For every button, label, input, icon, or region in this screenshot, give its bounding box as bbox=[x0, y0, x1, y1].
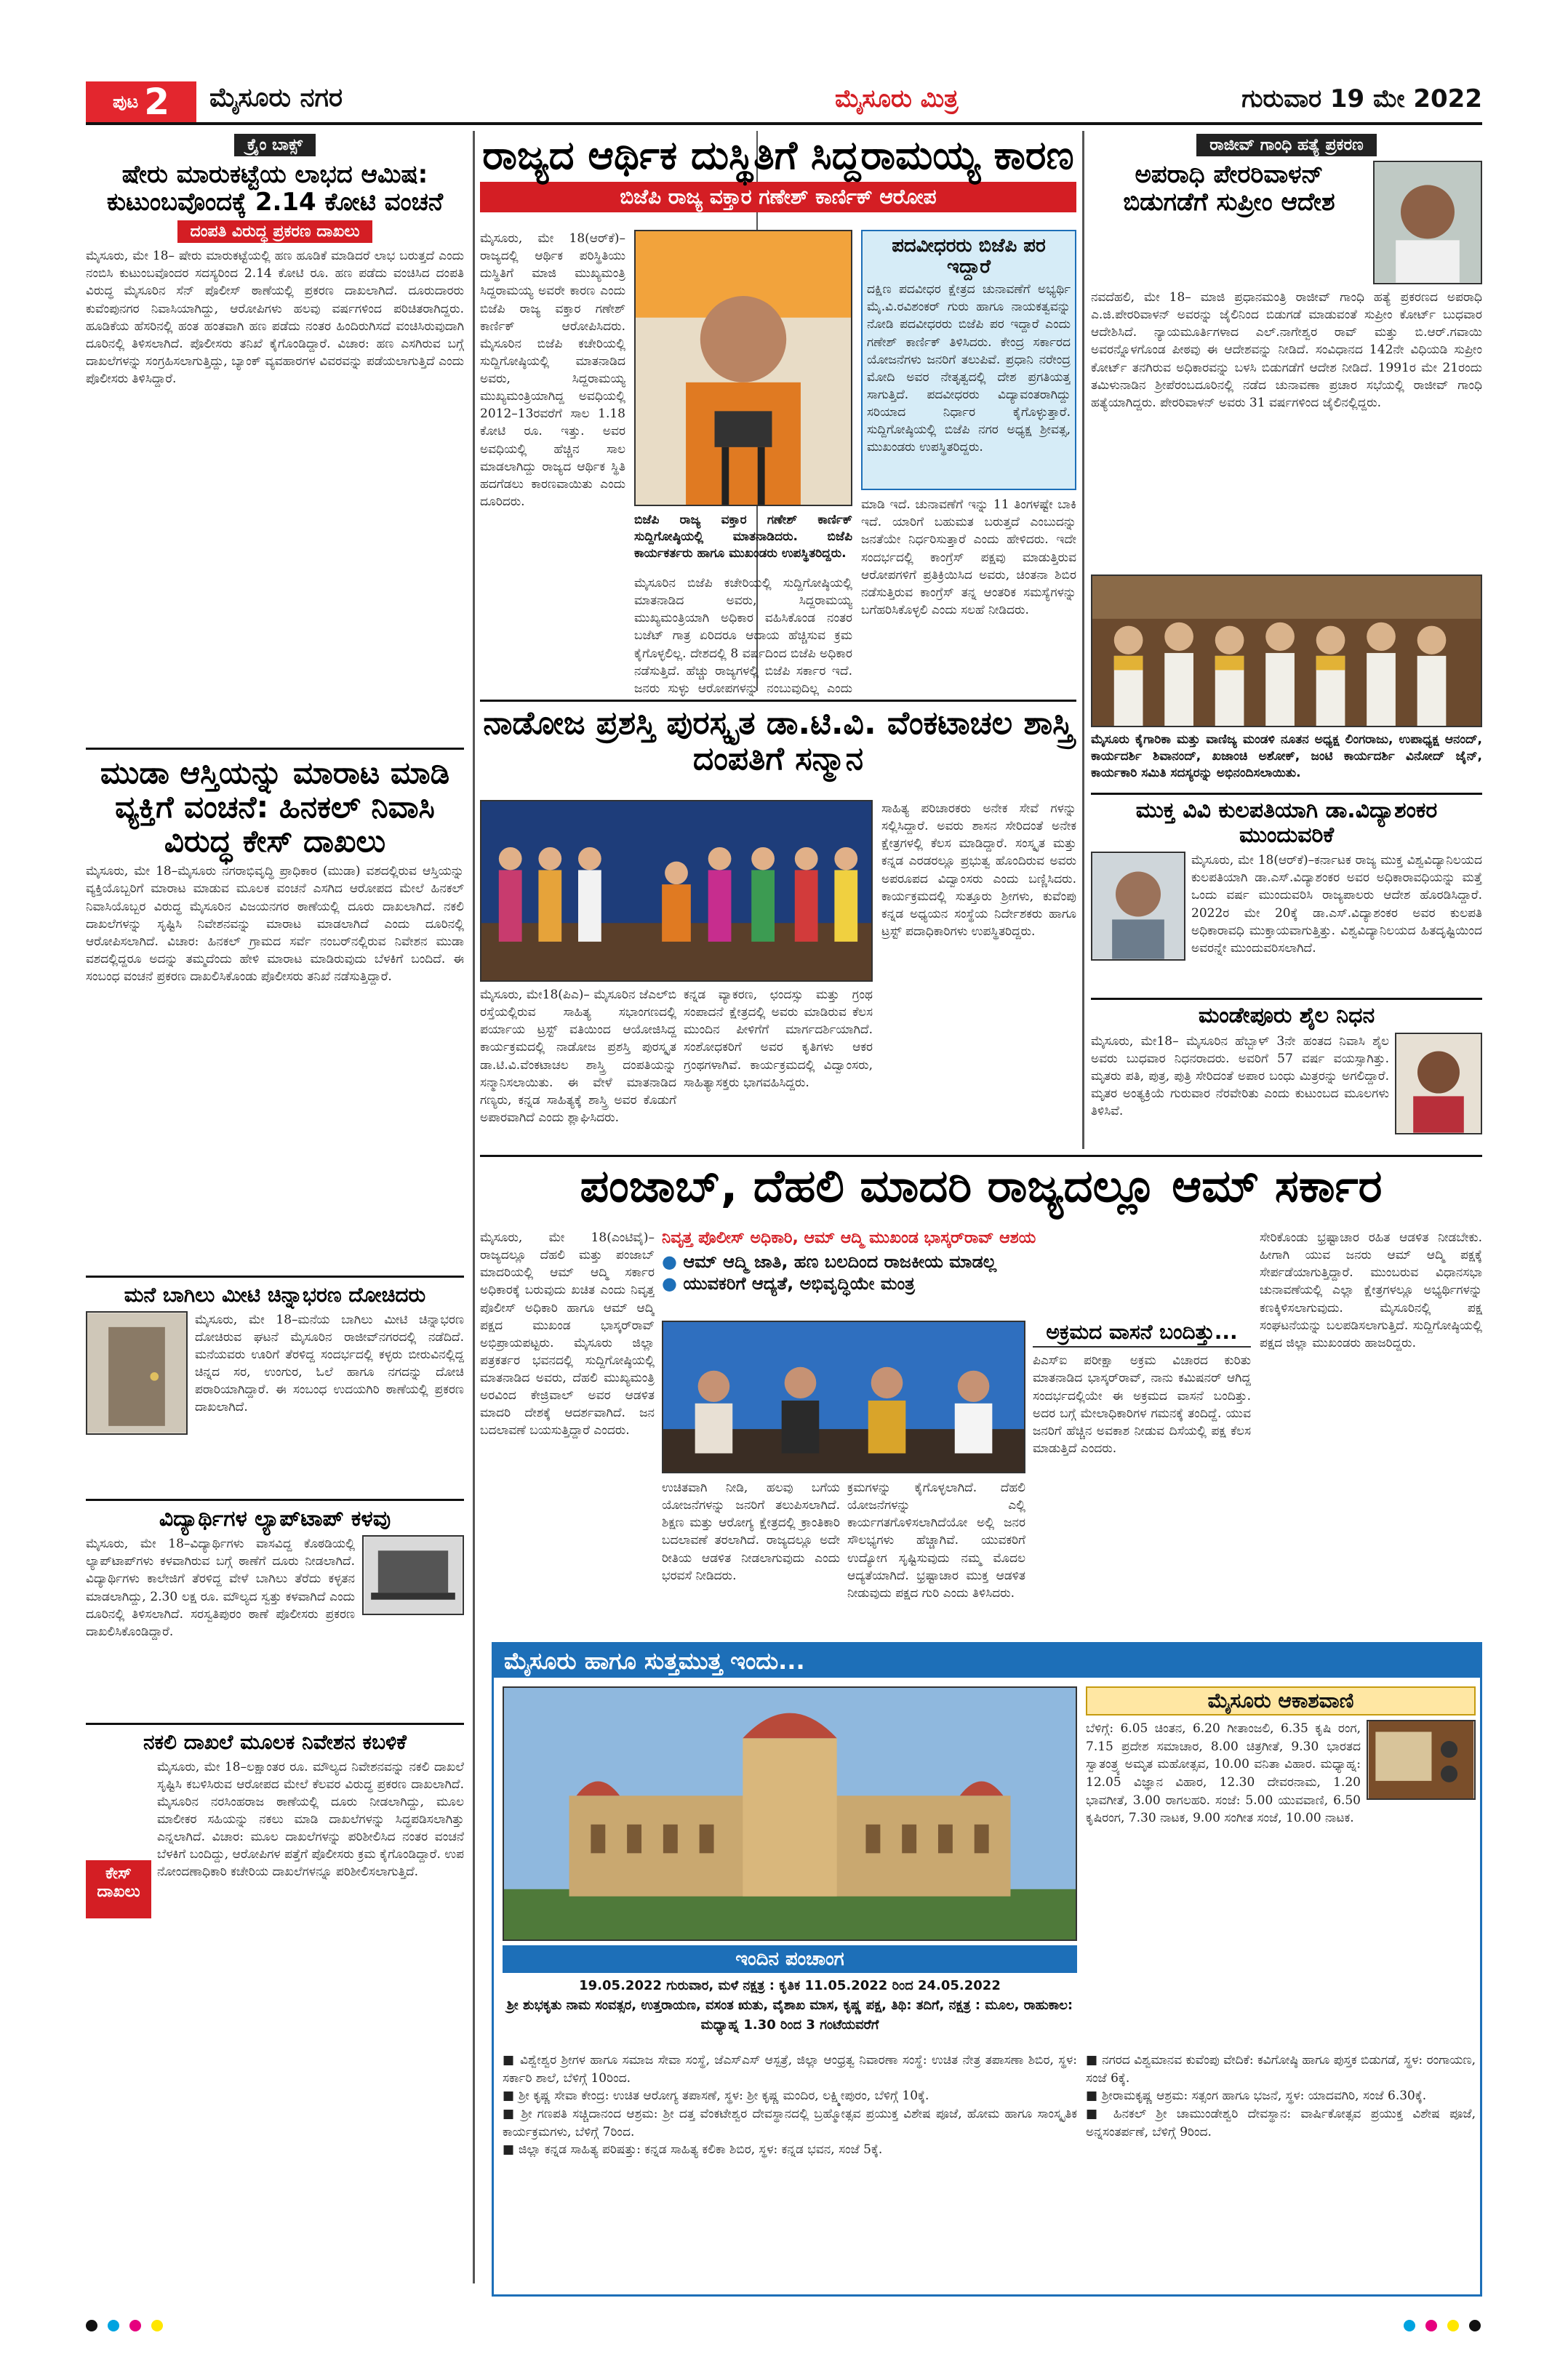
divider bbox=[480, 1155, 1482, 1157]
crime-story1-subhead: ದಂಪತಿ ವಿರುದ್ಧ ಪ್ರಕರಣ ದಾಖಲು bbox=[177, 220, 373, 243]
panchanga-details bbox=[503, 1976, 1077, 2049]
event-item-text: ಜಿಲ್ಲಾ ಕನ್ನಡ ಸಾಹಿತ್ಯ ಪರಿಷತ್ತು: ಕನ್ನಡ ಸಾಹಿತ್ಯ ಕಲಿಕಾ ಶಿಬಿರ, ಸ್ಥಳ: ಕನ್ನಡ ಭವನ, ಸಂಜೆ 5ಕ್ಕೆ. bbox=[518, 2142, 883, 2158]
aap-press-photo bbox=[662, 1321, 1025, 1473]
event-item-text: ವಿಶ್ವೇಶ್ವರ ಶ್ರೀಗಳ ಹಾಗೂ ಸಮಾಜ ಸೇವಾ ಸಂಸ್ಥೆ, ಜೆಎಸ್‌ಎಸ್ ಆಸ್ಪತ್ರೆ, ಜಿಲ್ಲಾ ಆಂಧ್ರತ್ವ ನಿವಾರಣಾ ಸಂಸ್ಥೆ: ಉಚಿತ ನೇತ್ರ ತಪಾಸಣಾ ಶಿಬಿರ, ಸ್ಥಳ: ಸರ್ಕಾರಿ ಶಾಲೆ, ಬೆಳಿಗ್ಗೆ 10ರಿಂದ. bbox=[503, 2053, 1077, 2086]
aap-body-col4: ಸೇರಿಕೊಂಡು ಭ್ರಷ್ಟಾಚಾರ ರಹಿತ ಆಡಳಿತ ನೀಡಬೇಕು. ಹೀಗಾಗಿ ಯುವ ಜನರು ಆಮ್ ಆದ್ಮಿ ಪಕ್ಷಕ್ಕೆ ಸೇರ್ಪಡೆಯಾಗುತ್ತಿದ್ದಾರೆ. ಮುಂಬರುವ ವಿಧಾನಸಭಾ ಚುನಾವಣೆಯಲ್ಲಿ ಎಲ್ಲಾ ಕ್ಷೇತ್ರಗಳಲ್ಲೂ ಅಭ್ಯರ್ಥಿಗಳನ್ನು ಕಣಕ್ಕಿಳಿಸಲಾಗುವುದು. ಮೈಸೂರಿನಲ್ಲಿ ಪಕ್ಷ ಸಂಘಟನೆಯನ್ನು ಬಲಪಡಿಸಲಾಗುತ್ತಿದೆ. ಸುದ್ದಿಗೋಷ್ಠಿಯಲ್ಲಿ ಪಕ್ಷದ ಜಿಲ್ಲಾ ಮುಖಂಡರು ಹಾಜರಿದ್ದರು. bbox=[1260, 1230, 1482, 1350]
rajiv-portrait-photo bbox=[1373, 161, 1482, 284]
mysore-palace-photo bbox=[503, 1686, 1077, 1941]
nadoja-event-photo bbox=[480, 800, 873, 982]
event-item bbox=[503, 2051, 1077, 2087]
bullet-icon: ● bbox=[662, 1273, 677, 1294]
chamber-photo-caption: ಮೈಸೂರು ಕೈಗಾರಿಕಾ ಮತ್ತು ವಾಣಿಜ್ಯ ಮಂಡಳಿ ನೂತನ ಅಧ್ಯಕ್ಷ ಲಿಂಗರಾಜು, ಉಪಾಧ್ಯಕ್ಷ ಆನಂದ್, ಕಾರ್ಯದರ್ಶಿ ಶಿವಾನಂದ್, ಖಜಾಂಚಿ ಅಶೋಕ್, ಜಂಟಿ ಕಾರ್ಯದರ್ಶಿ ವಿನೋದ್ ಜೈನ್, ಕಾರ್ಯಕಾರಿ ಸಮಿತಿ ಸದಸ್ಯರನ್ನು ಅಭಿನಂದಿಸಲಾಯಿತು. bbox=[1091, 732, 1482, 780]
bullet-icon: ● bbox=[662, 1252, 677, 1272]
event-item-text: ನಗರದ ವಿಶ್ವಮಾನವ ಕುವೆಂಪು ವೇದಿಕೆ: ಕವಿಗೋಷ್ಠಿ ಹಾಗೂ ಪುಸ್ತಕ ಬಿಡುಗಡೆ, ಸ್ಥಳ: ರಂಗಾಯಣ, ಸಂಜೆ 6ಕ್ಕೆ. bbox=[1086, 2053, 1476, 2086]
nadoja-body-col1: ಮೈಸೂರು, ಮೇ18(ಪಿಎ)– ಮೈಸೂರಿನ ಜೆಎಲ್‌ಬಿ ರಸ್ತೆಯಲ್ಲಿರುವ ಸಾಹಿತ್ಯ ಸಭಾಂಗಣದಲ್ಲಿ ಪರ್ಯಾಯ ಟ್ರಸ್ಟ್ ವತಿಯಿಂದ ಆಯೋಜಿಸಿದ್ದ ಕಾರ್ಯಕ್ರಮದಲ್ಲಿ ನಾಡೋಜ ಪ್ರಶಸ್ತಿ ಪುರಸ್ಕೃತ ಡಾ.ಟಿ.ವಿ.ವೆಂಕಟಾಚಲ ಶಾಸ್ತ್ರಿ ದಂಪತಿಯನ್ನು ಸನ್ಮಾನಿಸಲಾಯಿತು. ಈ ವೇಳೆ ಮಾತನಾಡಿದ ಗಣ್ಯರು, ಕನ್ನಡ ಸಾಹಿತ್ಯಕ್ಕೆ ಶಾಸ್ತ್ರಿ ಅವರ ಕೊಡುಗೆ ಅಪಾರವಾಗಿದೆ ಎಂದು ಶ್ಲಾಘಿಸಿದರು. bbox=[480, 988, 676, 1125]
divider bbox=[86, 1276, 464, 1278]
aap-body-col1: ಮೈಸೂರು, ಮೇ 18(ಎಂಟಿವೈ)– ರಾಜ್ಯದಲ್ಲೂ ದೆಹಲಿ ಮತ್ತು ಪಂಜಾಬ್ ಮಾದರಿಯಲ್ಲಿ ಆಮ್ ಆದ್ಮಿ ಸರ್ಕಾರ ಅಧಿಕಾರಕ್ಕೆ ಬರುವುದು ಖಚಿತ ಎಂದು ನಿವೃತ್ತ ಪೊಲೀಸ್ ಅಧಿಕಾರಿ ಹಾಗೂ ಆಮ್ ಆದ್ಮಿ ಪಕ್ಷದ ಮುಖಂಡ ಭಾಸ್ಕರ್‌ರಾವ್ ಅಭಿಪ್ರಾಯಪಟ್ಟರು. ಮೈಸೂರು ಜಿಲ್ಲಾ ಪತ್ರಕರ್ತರ ಭವನದಲ್ಲಿ ಸುದ್ದಿಗೋಷ್ಠಿಯಲ್ಲಿ ಮಾತನಾಡಿದ ಅವರು, ದೆಹಲಿ ಮುಖ್ಯಮಂತ್ರಿ ಅರವಿಂದ ಕೇಜ್ರಿವಾಲ್ ಅವರ ಆಡಳಿತ ಮಾದರಿ ದೇಶಕ್ಕೆ ಆದರ್ಶವಾಗಿದೆ. ಜನ ಬದಲಾವಣೆ ಬಯಸುತ್ತಿದ್ದಾರೆ ಎಂದರು. bbox=[480, 1230, 655, 1438]
cyan-dot-icon bbox=[108, 2320, 119, 2331]
aap-sidebar-box bbox=[1033, 1321, 1251, 1636]
radio-schedule bbox=[1086, 1720, 1476, 2047]
obituary-story bbox=[1091, 1004, 1482, 1149]
crime-box-column bbox=[86, 134, 464, 2289]
event-item-text: ಶ್ರೀರಾಮಕೃಷ್ಣ ಆಶ್ರಮ: ಸತ್ಸಂಗ ಹಾಗೂ ಭಜನೆ, ಸ್ಥಳ: ಯಾದವಗಿರಿ, ಸಂಜೆ 6.30ಕ್ಕೆ. bbox=[1101, 2089, 1427, 2104]
radio-set-photo bbox=[1367, 1720, 1476, 1800]
lead-right-column bbox=[861, 230, 1076, 695]
panchanga-line1: 19.05.2022 ಗುರುವಾರ, ಮಳೆ ನಕ್ಷತ್ರ : ಕೃತಿಕ 11.05.2022 ರಿಂದ 24.05.2022 bbox=[579, 1978, 1001, 1993]
square-bullet-icon: ■ bbox=[1086, 2053, 1103, 2067]
registration-marks-right bbox=[1404, 2320, 1481, 2331]
crime-box-kicker: ಕ್ರೈಂ ಬಾಕ್ಸ್ bbox=[234, 134, 316, 156]
vc-body: ಮೈಸೂರು, ಮೇ 18(ಆರ್‌ಕೆ)–ಕರ್ನಾಟಕ ರಾಜ್ಯ ಮುಕ್ತ ವಿಶ್ವವಿದ್ಯಾನಿಲಯದ ಕುಲಪತಿಯಾಗಿ ಡಾ.ಎಸ್.ವಿದ್ಯಾಶಂಕರ ಅವರ ಅಧಿಕಾರಾವಧಿಯನ್ನು ಮತ್ತೆ ಒಂದು ವರ್ಷ ಮುಂದುವರಿಸಿ ರಾಜ್ಯಪಾಲರು ಆದೇಶ ಹೊರಡಿಸಿದ್ದಾರೆ. 2022ರ ಮೇ 20ಕ್ಕೆ ಡಾ.ಎಸ್.ವಿದ್ಯಾಶಂಕರ ಅವರ ಕುಲಪತಿ ಅಧಿಕಾರಾವಧಿ ಮುಕ್ತಾಯವಾಗುತ್ತಿತ್ತು. ವಿಶ್ವವಿದ್ಯಾನಿಲಯದ ಹಿತದೃಷ್ಟಿಯಿಂದ ಅವರನ್ನೇ ಮುಂದುವರಿಸಲಾಗಿದೆ. bbox=[1191, 853, 1482, 956]
crime-story1-body: ಮೈಸೂರು, ಮೇ 18– ಷೇರು ಮಾರುಕಟ್ಟೆಯಲ್ಲಿ ಹಣ ಹೂಡಿಕೆ ಮಾಡಿದರೆ ಲಾಭ ಬರುತ್ತದೆ ಎಂದು ನಂಬಿಸಿ ಕುಟುಂಬವೊಂದರ ಸದಸ್ಯರಿಂದ 2.14 ಕೋಟಿ ರೂ. ಹಣ ಪಡೆದು ವಂಚಿಸಿದ ದಂಪತಿ ವಿರುದ್ಧ ಮೈಸೂರಿನ ಸೆನ್ ಪೊಲೀಸ್ ಠಾಣೆಯಲ್ಲಿ ಪ್ರಕರಣ ದಾಖಲಾಗಿದೆ. ದೂರುದಾರರು ಕುವೆಂಪುನಗರ ನಿವಾಸಿಯಾಗಿದ್ದು, ಆರೋಪಿಗಳು ಹಲವು ವರ್ಷಗಳಿಂದ ಪರಿಚಿತರಾಗಿದ್ದರು. ಹೂಡಿಕೆಯ ಹೆಸರಿನಲ್ಲಿ ಹಂತ ಹಂತವಾಗಿ ಹಣ ಪಡೆದು ನಂತರ ಹಿಂದಿರುಗಿಸದೆ ವಂಚಿಸಿರುವುದಾಗಿ ದೂರಿನಲ್ಲಿ ತಿಳಿಸಲಾಗಿದೆ. ಪೊಲೀಸರು ತನಿಖೆ ಕೈಗೊಂಡಿದ್ದಾರೆ. ವಿಚಾರ: ಹಣ ಎಸಗಿರುವ ಬಗ್ಗೆ ದಾಖಲೆಗಳನ್ನು ಸಂಗ್ರಹಿಸಲಾಗುತ್ತಿದ್ದು, ಬ್ಯಾಂಕ್ ವ್ಯವಹಾರಗಳ ವಿವರವನ್ನು ಪಡೆಯಲಾಗುತ್ತಿದೆ ಎಂದು ಪೊಲೀಸರು ತಿಳಿಸಿದ್ದಾರೆ. bbox=[86, 249, 464, 387]
aap-subhead-block bbox=[662, 1229, 1207, 1316]
crime-story5-body: ಮೈಸೂರು, ಮೇ 18–ಲಕ್ಷಾಂತರ ರೂ. ಮೌಲ್ಯದ ನಿವೇಶನವನ್ನು ನಕಲಿ ದಾಖಲೆ ಸೃಷ್ಟಿಸಿ ಕಬಳಿಸಿರುವ ಆರೋಪದ ಮೇಲೆ ಕೆಲವರ ವಿರುದ್ಧ ಪ್ರಕರಣ ದಾಖಲಾಗಿದೆ. ಮೈಸೂರಿನ ನರಸಿಂಹರಾಜ ಠಾಣೆಯಲ್ಲಿ ದೂರು ನೀಡಲಾಗಿದ್ದು, ಮೂಲ ಮಾಲೀಕರ ಸಹಿಯನ್ನು ನಕಲು ಮಾಡಿ ದಾಖಲೆಗಳನ್ನು ಸಿದ್ಧಪಡಿಸಲಾಗಿತ್ತು ಎನ್ನಲಾಗಿದೆ. ವಿಚಾರ: ಮೂಲ ದಾಖಲೆಗಳನ್ನು ಪರಿಶೀಲಿಸಿದ ನಂತರ ವಂಚನೆ ಬೆಳಕಿಗೆ ಬಂದಿದ್ದು, ಆರೋಪಿಗಳ ಪತ್ತೆಗೆ ಪೊಲೀಸರು ಕ್ರಮ ಕೈಗೊಂಡಿದ್ದಾರೆ. ಉಪ ನೋಂದಣಾಧಿಕಾರಿ ಕಚೇರಿಯ ದಾಖಲೆಗಳನ್ನೂ ಪರಿಶೀಲಿಸಲಾಗುತ್ತಿದೆ. bbox=[157, 1759, 464, 1880]
crime-story5-headline: ನಕಲಿ ದಾಖಲೆ ಮೂಲಕ ನಿವೇಶನ ಕಬಳಿಕೆ bbox=[143, 1730, 407, 1755]
aap-sidebar-title: ಅಕ್ರಮದ ವಾಸನೆ ಬಂದಿತ್ತು... bbox=[1033, 1321, 1251, 1348]
event-item bbox=[503, 2105, 1077, 2141]
rajiv-headline: ಅಪರಾಧಿ ಪೇರರಿವಾಳನ್ ಬಿಡುಗಡೆಗೆ ಸುಪ್ರೀಂ ಆದೇಶ bbox=[1123, 160, 1335, 217]
column-divider bbox=[473, 131, 475, 2283]
event-item bbox=[503, 2087, 1077, 2105]
crime-story3-body: ಮೈಸೂರು, ಮೇ 18–ಮನೆಯ ಬಾಗಿಲು ಮೀಟಿ ಚಿನ್ನಾಭರಣ ದೋಚಿರುವ ಘಟನೆ ಮೈಸೂರಿನ ರಾಜೀವ್‌ನಗರದಲ್ಲಿ ನಡೆದಿದೆ. ಮನೆಯವರು ಊರಿಗೆ ತೆರಳಿದ್ದ ಸಂದರ್ಭದಲ್ಲಿ ಕಳ್ಳರು ಬೀರುವಿನಲ್ಲಿದ್ದ ಚಿನ್ನದ ಸರ, ಉಂಗುರ, ಓಲೆ ಹಾಗೂ ನಗದನ್ನು ದೋಚಿ ಪರಾರಿಯಾಗಿದ್ದಾರೆ. ಈ ಸಂಬಂಧ ಉದಯಗಿರಿ ಠಾಣೆಯಲ್ಲಿ ಪ್ರಕರಣ ದಾಖಲಾಗಿದೆ. bbox=[195, 1312, 464, 1415]
obituary-photo bbox=[1395, 1033, 1482, 1134]
column-divider bbox=[1082, 131, 1084, 1149]
graduates-sidebar-body: ದಕ್ಷಿಣ ಪದವೀಧರ ಕ್ಷೇತ್ರದ ಚುನಾವಣೆಗೆ ಅಭ್ಯರ್ಥಿ ಮೈ.ವಿ.ರವಿಶಂಕರ್ ಗುರು ಹಾಗೂ ನಾಯಕತ್ವವನ್ನು ನೋಡಿ ಪದವೀಧರರು ಬಿಜೆಪಿ ಪರ ಇದ್ದಾರೆ ಎಂದು ಗಣೇಶ್ ಕಾರ್ಣಿಕ್ ತಿಳಿಸಿದರು. ಕೇಂದ್ರ ಸರ್ಕಾರದ ಯೋಜನೆಗಳು ಜನರಿಗೆ ತಲುಪಿವೆ. ಪ್ರಧಾನಿ ನರೇಂದ್ರ ಮೋದಿ ಅವರ ನೇತೃತ್ವದಲ್ಲಿ ದೇಶ ಪ್ರಗತಿಯತ್ತ ಸಾಗುತ್ತಿದೆ. ಪದವೀಧರರು ವಿದ್ಯಾವಂತರಾಗಿದ್ದು ಸರಿಯಾದ ನಿರ್ಧಾರ ಕೈಗೊಳ್ಳುತ್ತಾರೆ. ಸುದ್ದಿಗೋಷ್ಠಿಯಲ್ಲಿ ಬಿಜೆಪಿ ನಗರ ಅಧ್ಯಕ್ಷ ಶ್ರೀವತ್ಸ, ಮುಖಂಡರು ಉಪಸ್ಥಿತರಿದ್ದರು. bbox=[867, 282, 1071, 455]
events-box bbox=[492, 1642, 1482, 2297]
event-item-text: ಶ್ರೀ ಗಣಪತಿ ಸಚ್ಚಿದಾನಂದ ಆಶ್ರಮ: ಶ್ರೀ ದತ್ತ ವೆಂಕಟೇಶ್ವರ ದೇವಸ್ಥಾನದಲ್ಲಿ ಬ್ರಹ್ಮೋತ್ಸವ ಪ್ರಯುಕ್ತ ವಿಶೇಷ ಪೂಜೆ, ಹೋಮ ಹಾಗೂ ಸಾಂಸ್ಕೃತಿಕ ಕಾರ್ಯಕ್ರಮಗಳು, ಬೆಳಿಗ್ಗೆ 7ರಿಂದ. bbox=[503, 2106, 1077, 2139]
aap-point1: ಆಮ್ ಆದ್ಮಿ ಜಾತಿ, ಹಣ ಬಲದಿಂದ ರಾಜಕೀಯ ಮಾಡಲ್ಲ bbox=[683, 1252, 997, 1272]
black-dot-icon bbox=[86, 2320, 97, 2331]
black-dot-icon bbox=[1469, 2320, 1481, 2331]
nadoja-body-col3: ಸಾಹಿತ್ಯ ಪರಿಚಾರಕರು ಅನೇಕ ಸೇವೆ ಗಳನ್ನು ಸಲ್ಲಿಸಿದ್ದಾರೆ. ಅವರು ಶಾಸನ ಸೇರಿದಂತೆ ಅನೇಕ ಕ್ಷೇತ್ರಗಳಲ್ಲಿ ಕೆಲಸ ಮಾಡಿದ್ದಾರೆ. ಸಂಸ್ಕೃತ ಮತ್ತು ಕನ್ನಡ ಎರಡರಲ್ಲೂ ಪ್ರಭುತ್ವ ಹೊಂದಿರುವ ಅವರು ಅಪರೂಪದ ವಿದ್ವಾಂಸರು ಎಂದು ಬಣ್ಣಿಸಿದರು. ಕಾರ್ಯಕ್ರಮದಲ್ಲಿ ಸುತ್ತೂರು ಶ್ರೀಗಳು, ಕುವೆಂಪು ಕನ್ನಡ ಅಧ್ಯಯನ ಸಂಸ್ಥೆಯ ನಿರ್ದೇಶಕರು ಹಾಗೂ ಟ್ರಸ್ಟ್ ಪದಾಧಿಕಾರಿಗಳು ಉಪಸ್ಥಿತರಿದ್ದರು. bbox=[881, 801, 1076, 939]
rajiv-body: ನವದೆಹಲಿ, ಮೇ 18– ಮಾಜಿ ಪ್ರಧಾನಮಂತ್ರಿ ರಾಜೀವ್ ಗಾಂಧಿ ಹತ್ಯೆ ಪ್ರಕರಣದ ಅಪರಾಧಿ ಎ.ಜಿ.ಪೇರರಿವಾಳನ್ ಅವರನ್ನು ಜೈಲಿನಿಂದ ಬಿಡುಗಡೆ ಮಾಡುವಂತೆ ಸುಪ್ರೀಂ ಕೋರ್ಟ್ ಬುಧವಾರ ಆದೇಶಿಸಿದೆ. ನ್ಯಾಯಮೂರ್ತಿಗಳಾದ ಎಲ್.ನಾಗೇಶ್ವರ ರಾವ್ ಮತ್ತು ಬಿ.ಆರ್.ಗವಾಯಿ ಅವರನ್ನೊಳಗೊಂಡ ಪೀಠವು ಈ ಆದೇಶವನ್ನು ನೀಡಿದೆ. ಸಂವಿಧಾನದ 142ನೇ ವಿಧಿಯಡಿ ಸುಪ್ರೀಂ ಕೋರ್ಟ್ ತನಗಿರುವ ಅಧಿಕಾರವನ್ನು ಬಳಸಿ ಬಿಡುಗಡೆಗೆ ಆದೇಶ ನೀಡಿದೆ. 1991ರ ಮೇ 21ರಂದು ತಮಿಳುನಾಡಿನ ಶ್ರೀಪೆರಂಬದೂರಿನಲ್ಲಿ ನಡೆದ ಚುನಾವಣಾ ಪ್ರಚಾರ ಸಭೆಯಲ್ಲಿ ರಾಜೀವ್ ಗಾಂಧಿ ಹತ್ಯೆಯಾಗಿದ್ದರು. ಪೇರರಿವಾಳನ್ ಅವರು 31 ವರ್ಷಗಳಿಂದ ಜೈಲಿನಲ್ಲಿದ್ದರು. bbox=[1091, 290, 1482, 410]
lead-headline: ರಾಜ್ಯದ ಆರ್ಥಿಕ ದುಸ್ಥಿತಿಗೆ ಸಿದ್ದರಾಮಯ್ಯ ಕಾರಣ bbox=[482, 134, 1074, 178]
page-number-badge bbox=[86, 81, 196, 122]
magenta-dot-icon bbox=[1425, 2320, 1437, 2331]
aap-sidebar-body: ಪಿಎಸ್‌ಐ ಪರೀಕ್ಷಾ ಅಕ್ರಮ ವಿಚಾರದ ಕುರಿತು ಮಾತನಾಡಿದ ಭಾಸ್ಕರ್‌ರಾವ್, ನಾನು ಕಮಿಷನರ್ ಆಗಿದ್ದ ಸಂದರ್ಭದಲ್ಲಿಯೇ ಈ ಅಕ್ರಮದ ವಾಸನೆ ಬಂದಿತ್ತು. ಅದರ ಬಗ್ಗೆ ಮೇಲಾಧಿಕಾರಿಗಳ ಗಮನಕ್ಕೆ ತಂದಿದ್ದೆ. ಯುವ ಜನರಿಗೆ ಹೆಚ್ಚಿನ ಅವಕಾಶ ನೀಡುವ ದಿಸೆಯಲ್ಲಿ ಪಕ್ಷ ಕೆಲಸ ಮಾಡುತ್ತಿದೆ ಎಂದರು. bbox=[1033, 1353, 1251, 1456]
issue-date: ಗುರುವಾರ 19 ಮೇ 2022 bbox=[1241, 84, 1482, 113]
theft-photo bbox=[86, 1311, 188, 1435]
crime-story4-headline: ವಿದ್ಯಾರ್ಥಿಗಳ ಲ್ಯಾಪ್‌ಟಾಪ್ ಕಳವು bbox=[159, 1505, 391, 1532]
laptop-photo bbox=[362, 1535, 464, 1615]
vc-headline: ಮುಕ್ತ ವಿವಿ ಕುಲಪತಿಯಾಗಿ ಡಾ.ವಿದ್ಯಾಶಂಕರ ಮುಂದುವರಿಕೆ bbox=[1135, 798, 1438, 848]
chamber-group-photo bbox=[1091, 575, 1482, 727]
aap-headline-block bbox=[480, 1161, 1482, 1222]
page-label: ಪುಟ bbox=[112, 92, 139, 112]
nadoja-headline: ನಾಡೋಜ ಪ್ರಶಸ್ತಿ ಪುರಸ್ಕೃತ ಡಾ.ಟಿ.ವಿ. ವೆಂಕಟಾಚಲ ಶಾಸ್ತ್ರಿ ದಂಪತಿಗೆ ಸನ್ಮಾನ bbox=[483, 705, 1073, 778]
events-list-right bbox=[1086, 2051, 1476, 2291]
section-name: ಮೈಸೂರು ನಗರ bbox=[209, 83, 343, 113]
magenta-dot-icon bbox=[129, 2320, 141, 2331]
lead-photo-speaker bbox=[634, 230, 852, 506]
lead-body-col1: ಮೈಸೂರು, ಮೇ 18(ಆರ್‌ಕೆ)– ರಾಜ್ಯದಲ್ಲಿ ಆರ್ಥಿಕ ಪರಿಸ್ಥಿತಿಯು ದುಸ್ಥಿತಿಗೆ ಮಾಜಿ ಮುಖ್ಯಮಂತ್ರಿ ಸಿದ್ದರಾಮಯ್ಯ ಅವರೇ ಕಾರಣ ಎಂದು ಬಿಜೆಪಿ ರಾಜ್ಯ ವಕ್ತಾರ ಗಣೇಶ್ ಕಾರ್ಣಿಕ್ ಆರೋಪಿಸಿದರು. ಮೈಸೂರಿನ ಬಿಜೆಪಿ ಕಚೇರಿಯಲ್ಲಿ ಸುದ್ದಿಗೋಷ್ಠಿಯಲ್ಲಿ ಮಾತನಾಡಿದ ಅವರು, ಸಿದ್ದರಾಮಯ್ಯ ಮುಖ್ಯಮಂತ್ರಿಯಾಗಿದ್ದ ಅವಧಿಯಲ್ಲಿ 2012–13ರವರೆಗೆ ಸಾಲ 1.18 ಕೋಟಿ ರೂ. ಇತ್ತು. ಅವರ ಅವಧಿಯಲ್ಲಿ ಹೆಚ್ಚಿನ ಸಾಲ ಮಾಡಲಾಗಿದ್ದು ರಾಜ್ಯದ ಆರ್ಥಿಕ ಸ್ಥಿತಿ ಹದಗೆಡಲು ಕಾರಣವಾಯಿತು ಎಂದು ದೂರಿದರು. bbox=[480, 231, 625, 509]
square-bullet-icon: ■ bbox=[1086, 2089, 1102, 2104]
aap-body-col2: ಉಚಿತವಾಗಿ ನೀಡಿ, ಹಲವು ಬಗೆಯ ಯೋಜನೆಗಳನ್ನು ಜನರಿಗೆ ತಲುಪಿಸಲಾಗಿದೆ. ಶಿಕ್ಷಣ ಮತ್ತು ಆರೋಗ್ಯ ಕ್ಷೇತ್ರದಲ್ಲಿ ಕ್ರಾಂತಿಕಾರಿ ಬದಲಾವಣೆ ತರಲಾಗಿದೆ. ರಾಜ್ಯದಲ್ಲೂ ಅದೇ ರೀತಿಯ ಆಡಳಿತ ನೀಡಲಾಗುವುದು ಎಂದು ಭರವಸೆ ನೀಡಿದರು. bbox=[662, 1481, 840, 1583]
case-filed-label: ಕೇಸ್ ದಾಖಲು bbox=[86, 1860, 151, 1918]
lead-subhead: ಬಿಜೆಪಿ ರಾಜ್ಯ ವಕ್ತಾರ ಗಣೇಶ್ ಕಾರ್ಣಿಕ್ ಆರೋಪ bbox=[480, 182, 1076, 212]
events-box-title: ಮೈಸೂರು ಹಾಗೂ ಸುತ್ತಮುತ್ತ ಇಂದು... bbox=[494, 1644, 1480, 1678]
divider bbox=[1091, 793, 1482, 795]
square-bullet-icon: ■ bbox=[503, 2089, 519, 2104]
aap-body-col3: ಕ್ರಮಗಳನ್ನು ಕೈಗೊಳ್ಳಲಾಗಿದೆ. ದೆಹಲಿ ಯೋಜನೆಗಳನ್ನು ಎಲ್ಲಿ ಕಾರ್ಯಗತಗೊಳಿಸಲಾಗಿದೆಯೋ ಅಲ್ಲಿ ಜನರ ಸೌಲಭ್ಯಗಳು ಹೆಚ್ಚಾಗಿವೆ. ಯುವಕರಿಗೆ ಉದ್ಯೋಗ ಸೃಷ್ಟಿಸುವುದು ನಮ್ಮ ಮೊದಲ ಆದ್ಯತೆಯಾಗಿದೆ. ಭ್ರಷ್ಟಾಚಾರ ಮುಕ್ತ ಆಡಳಿತ ನೀಡುವುದು ಪಕ್ಷದ ಗುರಿ ಎಂದು ತಿಳಿಸಿದರು. bbox=[847, 1481, 1025, 1601]
crime-story1-headline: ಷೇರು ಮಾರುಕಟ್ಟೆಯ ಲಾಭದ ಆಮಿಷ: ಕುಟುಂಬವೊಂದಕ್ಕೆ 2.14 ಕೋಟಿ ವಂಚನೆ bbox=[106, 160, 444, 217]
lead-headline-block bbox=[480, 134, 1076, 221]
masthead bbox=[86, 79, 1482, 125]
crime-story2-headline: ಮುಡಾ ಆಸ್ತಿಯನ್ನು ಮಾರಾಟ ಮಾಡಿ ವ್ಯಕ್ತಿಗೆ ವಂಚನೆ: ಹಿನಕಲ್ ನಿವಾಸಿ ವಿರುದ್ಧ ಕೇಸ್ ದಾಖಲು bbox=[100, 755, 450, 860]
obituary-body: ಮೈಸೂರು, ಮೇ18– ಮೈಸೂರಿನ ಹೆಬ್ಬಾಳ್ 3ನೇ ಹಂತದ ನಿವಾಸಿ ಶೈಲ ಅವರು ಬುಧವಾರ ನಿಧನರಾದರು. ಅವರಿಗೆ 57 ವರ್ಷ ವಯಸ್ಸಾಗಿತ್ತು. ಮೃತರು ಪತಿ, ಪುತ್ರ, ಪುತ್ರಿ ಸೇರಿದಂತೆ ಅಪಾರ ಬಂಧು ಮಿತ್ರರನ್ನು ಅಗಲಿದ್ದಾರೆ. ಮೃತರ ಅಂತ್ಯಕ್ರಿಯೆ ಗುರುವಾರ ನೆರವೇರಿತು ಎಂದು ಕುಟುಂಬದ ಮೂಲಗಳು ತಿಳಿಸಿವೆ. bbox=[1091, 1033, 1389, 1119]
lead-photo-caption: ಬಿಜೆಪಿ ರಾಜ್ಯ ವಕ್ತಾರ ಗಣೇಶ್ ಕಾರ್ಣಿಕ್ ಸುದ್ದಿಗೋಷ್ಠಿಯಲ್ಲಿ ಮಾತನಾಡಿದರು. ಬಿಜೆಪಿ ಕಾರ್ಯಕರ್ತರು ಹಾಗೂ ಮುಖಂಡರು ಉಪಸ್ಥಿತರಿದ್ದರು. bbox=[634, 513, 852, 561]
yellow-dot-icon bbox=[1447, 2320, 1459, 2331]
lead-body-col2: ಮೈಸೂರಿನ ಬಿಜೆಪಿ ಕಚೇರಿಯಲ್ಲಿ ಸುದ್ದಿಗೋಷ್ಠಿಯಲ್ಲಿ ಮಾತನಾಡಿದ ಅವರು, ಸಿದ್ದರಾಮಯ್ಯ ಮುಖ್ಯಮಂತ್ರಿಯಾಗಿ ಅಧಿಕಾರ ವಹಿಸಿಕೊಂಡ ನಂತರ ಬಜೆಟ್ ಗಾತ್ರ ಏರಿದರೂ ಆದಾಯ ಹೆಚ್ಚಿಸುವ ಕ್ರಮ ಕೈಗೊಳ್ಳಲಿಲ್ಲ. ದೇಶದಲ್ಲಿ 8 ವರ್ಷದಿಂದ ಬಿಜೆಪಿ ಅಧಿಕಾರ ನಡೆಸುತ್ತಿದೆ. ಹೆಚ್ಚು ರಾಜ್ಯಗಳಲ್ಲಿ ಬಿಜೆಪಿ ಸರ್ಕಾರ ಇದೆ. ಜನರು ಸುಳ್ಳು ಆರೋಪಗಳನ್ನು ನಂಬುವುದಿಲ್ಲ ಎಂದು bbox=[634, 576, 852, 696]
page-number: 2 bbox=[144, 81, 169, 123]
nadoja-body-col2: ಕನ್ನಡ ವ್ಯಾಕರಣ, ಛಂದಸ್ಸು ಮತ್ತು ಗ್ರಂಥ ಸಂಪಾದನೆ ಕ್ಷೇತ್ರದಲ್ಲಿ ಅವರು ಮಾಡಿರುವ ಕೆಲಸ ಮುಂದಿನ ಪೀಳಿಗೆಗೆ ಮಾರ್ಗದರ್ಶಿಯಾಗಿದೆ. ಸಂಶೋಧಕರಿಗೆ ಅವರ ಕೃತಿಗಳು ಆಕರ ಗ್ರಂಥಗಳಾಗಿವೆ. ಕಾರ್ಯಕ್ರಮದಲ್ಲಿ ವಿದ್ವಾಂಸರು, ಸಾಹಿತ್ಯಾಸಕ್ತರು ಭಾಗವಹಿಸಿದ್ದರು. bbox=[684, 988, 873, 1090]
vc-portrait-photo bbox=[1091, 852, 1185, 961]
event-item-text: ಶ್ರೀ ಕೃಷ್ಣ ಸೇವಾ ಕೇಂದ್ರ: ಉಚಿತ ಆರೋಗ್ಯ ತಪಾಸಣೆ, ಸ್ಥಳ: ಶ್ರೀ ಕೃಷ್ಣ ಮಂದಿರ, ಲಕ್ಷ್ಮೀಪುರಂ, ಬೆಳಿಗ್ಗೆ 10ಕ್ಕೆ. bbox=[518, 2089, 929, 2104]
radio-schedule-text: ಬೆಳಿಗ್ಗೆ: 6.05 ಚಿಂತನ, 6.20 ಗೀತಾಂಜಲಿ, 6.35 ಕೃಷಿ ರಂಗ, 7.15 ಪ್ರದೇಶ ಸಮಾಚಾರ, 8.00 ಚಿತ್ರಗೀತೆ, 9.30 ಭಾರತದ ಸ್ವಾತಂತ್ರ್ಯ ಅಮೃತ ಮಹೋತ್ಸವ, 10.00 ವನಿತಾ ವಿಹಾರ. ಮಧ್ಯಾಹ್ನ: 12.05 ವಿಜ್ಞಾನ ವಿಹಾರ, 12.30 ದೇವರನಾಮ, 1.20 ಭಾವಗೀತೆ, 3.00 ರಾಗಲಹರಿ. ಸಂಜೆ: 5.00 ಯುವವಾಣಿ, 6.50 ಕೃಷಿರಂಗ, 7.30 ನಾಟಕ, 9.00 ಸಂಗೀತ ಸಂಜೆ, 10.00 ನಾಟಕ. bbox=[1086, 1721, 1361, 1826]
panchanga-line2: ಶ್ರೀ ಶುಭಕೃತು ನಾಮ ಸಂವತ್ಸರ, ಉತ್ತರಾಯಣ, ವಸಂತ ಋತು, ವೈಶಾಖ ಮಾಸ, ಕೃಷ್ಣ ಪಕ್ಷ, ತಿಥಿ: ತದಿಗೆ, ನಕ್ಷತ್ರ : ಮೂಲ, ರಾಹುಕಾಲ: ಮಧ್ಯಾಹ್ನ 1.30 ರಿಂದ 3 ಗಂಟೆಯವರೆಗೆ bbox=[506, 1998, 1073, 2033]
rajiv-kicker: ರಾಜೀವ್ ಗಾಂಧಿ ಹತ್ಯೆ ಪ್ರಕರಣ bbox=[1196, 134, 1376, 156]
graduates-sidebar-title: ಪದವೀಧರರು ಬಿಜೆಪಿ ಪರ ಇದ್ದಾರೆ bbox=[892, 235, 1046, 279]
event-item bbox=[503, 2141, 1077, 2159]
registration-marks-left bbox=[86, 2320, 163, 2331]
divider bbox=[480, 700, 1076, 702]
aap-subhead: ನಿವೃತ್ತ ಪೊಲೀಸ್ ಅಧಿಕಾರಿ, ಆಮ್ ಆದ್ಮಿ ಮುಖಂಡ ಭಾಸ್ಕರ್‌ರಾವ್ ಆಶಯ bbox=[662, 1229, 1036, 1247]
square-bullet-icon: ■ bbox=[1086, 2106, 1113, 2121]
crime-story3-headline: ಮನೆ ಬಾಗಿಲು ಮೀಟಿ ಚಿನ್ನಾಭರಣ ದೋಚಿದರು bbox=[124, 1283, 426, 1308]
paper-name: ಮೈಸೂರು ಮಿತ್ರ bbox=[835, 84, 959, 113]
event-item bbox=[1086, 2051, 1476, 2087]
divider bbox=[86, 1499, 464, 1501]
square-bullet-icon: ■ bbox=[503, 2106, 521, 2121]
radio-title: ಮೈಸೂರು ಆಕಾಶವಾಣಿ bbox=[1086, 1686, 1476, 1716]
divider bbox=[86, 1723, 464, 1725]
vc-story bbox=[1091, 798, 1482, 995]
obituary-headline: ಮಂಡೇಪೂರು ಶೈಲ ನಿಧನ bbox=[1198, 1004, 1375, 1028]
divider bbox=[1091, 998, 1482, 1000]
event-item-text: ಹಿನಕಲ್ ಶ್ರೀ ಚಾಮುಂಡೇಶ್ವರಿ ದೇವಸ್ಥಾನ: ವಾರ್ಷಿಕೋತ್ಸವ ಪ್ರಯುಕ್ತ ವಿಶೇಷ ಪೂಜೆ, ಅನ್ನಸಂತರ್ಪಣೆ, ಬೆಳಿಗ್ಗೆ 9ರಿಂದ. bbox=[1086, 2106, 1476, 2139]
graduates-sidebar bbox=[861, 230, 1076, 490]
square-bullet-icon: ■ bbox=[503, 2142, 519, 2158]
aap-point2: ಯುವಕರಿಗೆ ಆದ್ಯತೆ, ಅಭಿವೃದ್ಧಿಯೇ ಮಂತ್ರ bbox=[683, 1273, 915, 1294]
square-bullet-icon: ■ bbox=[503, 2053, 520, 2067]
event-item bbox=[1086, 2087, 1476, 2105]
panchanga-title: ಇಂದಿನ ಪಂಚಾಂಗ bbox=[503, 1945, 1077, 1973]
aap-headline: ಪಂಜಾಬ್, ದೆಹಲಿ ಮಾದರಿ ರಾಜ್ಯದಲ್ಲೂ ಆಮ್ ಸರ್ಕಾರ bbox=[580, 1161, 1383, 1212]
cyan-dot-icon bbox=[1404, 2320, 1415, 2331]
divider bbox=[86, 748, 464, 750]
event-item bbox=[1086, 2105, 1476, 2141]
yellow-dot-icon bbox=[151, 2320, 163, 2331]
nadoja-headline-block bbox=[480, 705, 1076, 793]
events-list-left bbox=[503, 2051, 1077, 2291]
crime-story4-body: ಮೈಸೂರು, ಮೇ 18–ವಿದ್ಯಾರ್ಥಿಗಳು ವಾಸವಿದ್ದ ಕೊಠಡಿಯಲ್ಲಿ ಲ್ಯಾಪ್‌ಟಾಪ್‌ಗಳು ಕಳವಾಗಿರುವ ಬಗ್ಗೆ ಠಾಣೆಗೆ ದೂರು ನೀಡಲಾಗಿದೆ. ವಿದ್ಯಾರ್ಥಿಗಳು ಕಾಲೇಜಿಗೆ ತೆರಳಿದ್ದ ವೇಳೆ ಬಾಗಿಲು ತೆರೆದು ಕಳ್ಳತನ ಮಾಡಲಾಗಿದ್ದು, 2.30 ಲಕ್ಷ ರೂ. ಮೌಲ್ಯದ ಸ್ವತ್ತು ಕಳವಾಗಿದೆ ಎಂದು ದೂರಿನಲ್ಲಿ ತಿಳಿಸಲಾಗಿದೆ. ಸರಸ್ವತಿಪುರಂ ಠಾಣೆ ಪೊಲೀಸರು ಪ್ರಕರಣ ದಾಖಲಿಸಿಕೊಂಡಿದ್ದಾರೆ. bbox=[86, 1537, 355, 1639]
crime-story2-body: ಮೈಸೂರು, ಮೇ 18–ಮೈಸೂರು ನಗರಾಭಿವೃದ್ಧಿ ಪ್ರಾಧಿಕಾರ (ಮುಡಾ) ವಶದಲ್ಲಿರುವ ಆಸ್ತಿಯನ್ನು ವ್ಯಕ್ತಿಯೊಬ್ಬರಿಗೆ ಮಾರಾಟ ಮಾಡುವ ಮೂಲಕ ವಂಚನೆ ಎಸಗಿದ ಆರೋಪದ ಮೇಲೆ ಹಿನಕಲ್ ನಿವಾಸಿಯೊಬ್ಬರ ವಿರುದ್ಧ ಮೈಸೂರಿನ ವಿಜಯನಗರ ಠಾಣೆಯಲ್ಲಿ ದೂರು ದಾಖಲಾಗಿದೆ. ನಕಲಿ ದಾಖಲೆಗಳನ್ನು ಸೃಷ್ಟಿಸಿ ನಿವೇಶನವನ್ನು ಮಾರಾಟ ಮಾಡಲಾಗಿದೆ ಎಂದು ದೂರಿನಲ್ಲಿ ಆರೋಪಿಸಲಾಗಿದೆ. ವಿಚಾರ: ಹಿನಕಲ್ ಗ್ರಾಮದ ಸರ್ವೆ ನಂಬರ್‌ನಲ್ಲಿರುವ ನಿವೇಶನ ಮುಡಾ ವಶದಲ್ಲಿದ್ದರೂ ಅದನ್ನು ತಮ್ಮದೆಂದು ಹೇಳಿ ಮಾರಾಟ ಮಾಡಿರುವುದು ಬೆಳಕಿಗೆ ಬಂದಿದೆ. ಈ ಸಂಬಂಧ ವಂಚನೆ ಪ್ರಕರಣ ದಾಖಲಿಸಿಕೊಂಡು ಪೊಲೀಸರು ತನಿಖೆ ನಡೆಸುತ್ತಿದ್ದಾರೆ. bbox=[86, 864, 464, 984]
lead-body-col3: ಮಾಡಿ ಇದೆ. ಚುನಾವಣೆಗೆ ಇನ್ನು 11 ತಿಂಗಳಷ್ಟೇ ಬಾಕಿ ಇದೆ. ಯಾರಿಗೆ ಬಹುಮತ ಬರುತ್ತದೆ ಎಂಬುದನ್ನು ಜನತೆಯೇ ನಿರ್ಧರಿಸುತ್ತಾರೆ ಎಂದು ಹೇಳಿದರು. ಇದೇ ಸಂದರ್ಭದಲ್ಲಿ ಕಾಂಗ್ರೆಸ್ ಪಕ್ಷವು ಮಾಡುತ್ತಿರುವ ಆರೋಪಗಳಿಗೆ ಪ್ರತಿಕ್ರಿಯಿಸಿದ ಅವರು, ಚಿಂತನಾ ಶಿಬಿರ ನಡೆಸುತ್ತಿರುವ ಕಾಂಗ್ರೆಸ್ ತನ್ನ ಆಂತರಿಕ ಸಮಸ್ಯೆಗಳನ್ನು ಬಗೆಹರಿಸಿಕೊಳ್ಳಲಿ ಎಂದು ಸಲಹೆ ನೀಡಿದರು. bbox=[861, 497, 1076, 617]
